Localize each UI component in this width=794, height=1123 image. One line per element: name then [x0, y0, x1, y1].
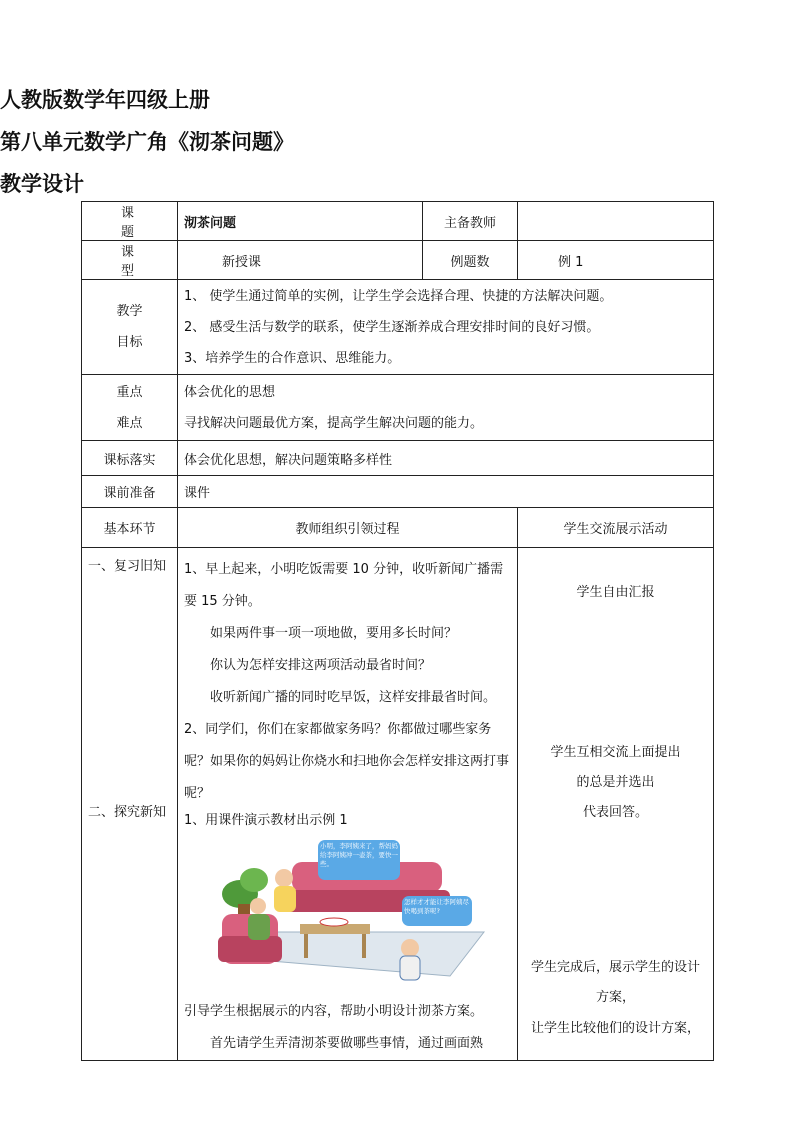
student-s3a: 学生完成后，展示学生的设计 [530, 960, 700, 975]
process-row [82, 548, 714, 1061]
standard-row [82, 441, 714, 476]
doc-title-line1: 人教版数学年四级上册 [0, 88, 210, 112]
stage-header: 基本环节 [82, 508, 178, 548]
boy-body [400, 956, 420, 980]
stage-review: 一、复习旧知 [88, 559, 167, 574]
mother-head [275, 869, 293, 887]
prep-value: 课件 [178, 476, 714, 508]
stage-cell [82, 548, 178, 1061]
student-s2b: 的总是并选出 [576, 775, 655, 790]
teacher-value [518, 202, 714, 241]
process-p8: 首先请学生弄清沏茶要做哪些事情，通过画面熟 [210, 1036, 484, 1051]
topic-value: 沏茶问题 [178, 202, 423, 241]
student-s1: 学生自由汇报 [576, 585, 655, 600]
key-point-text: 体会优化的思想 [184, 384, 276, 400]
type-value: 新授课 [178, 241, 423, 280]
mother-body [274, 886, 296, 912]
aunt-head [250, 898, 266, 914]
table-leg-left [304, 934, 308, 958]
key-points-row [82, 375, 714, 441]
table-leg-right [362, 934, 366, 958]
goals-label [82, 280, 178, 375]
example-value: 例 1 [518, 241, 714, 280]
goals-label-1: 教学 [116, 304, 143, 319]
student-s3b: 方案， [595, 990, 635, 1005]
process-p7: 引导学生根据展示的内容，帮助小明设计沏茶方案。 [184, 1004, 484, 1019]
fruit-plate [320, 918, 348, 926]
bubble-mother-text: 小明，李阿姨来了，帮妈妈给李阿姨冲一壶茶，要快一些。 [320, 842, 398, 868]
example-label: 例题数 [423, 241, 518, 280]
key-label: 重点 [116, 384, 143, 400]
difficulty-text: 寻找解决问题最优方案，提高学生解决问题的能力。 [184, 415, 484, 431]
teacher-process-cell [178, 548, 518, 1061]
aunt-body [248, 914, 270, 940]
teacher-label: 主备教师 [423, 202, 518, 241]
student-s3c: 让学生比较他们的设计方案， [530, 1021, 700, 1036]
student-activity-header: 学生交流展示活动 [518, 508, 714, 548]
side-sofa-seat [218, 936, 282, 962]
goal-item-1: 1、 使学生通过简单的实例，让学生学会选择合理、快捷的方法解决问题。 [184, 288, 613, 304]
prep-row [82, 476, 714, 508]
key-points-label [82, 375, 178, 441]
header-row [82, 508, 714, 548]
standard-label: 课标落实 [82, 441, 178, 476]
stage-explore: 二、探究新知 [88, 805, 167, 820]
prep-label: 课前准备 [82, 476, 178, 508]
process-p3: 你认为怎样安排这两项活动最省时间？ [210, 658, 432, 673]
topic-row [82, 202, 714, 241]
bubble-boy-text: 怎样才才能让李阿姨尽快喝到茶呢? [404, 898, 469, 915]
living-room-illustration [214, 840, 494, 988]
goal-item-2: 2、 感受生活与数学的联系，使学生逐渐养成合理安排时间的良好习惯。 [184, 319, 600, 335]
student-s2a: 学生互相交流上面提出 [550, 745, 681, 760]
example-illustration [214, 840, 511, 992]
plant-leaves-top [240, 868, 268, 892]
goals-list [178, 280, 714, 375]
process-p2: 如果两件事一项一项地做，要用多长时间？ [210, 626, 458, 641]
process-p5: 2、同学们，你们在家都做家务吗？你都做过哪些家务呢？如果你的妈妈让你烧水和扫地你会怎样安排这两打事呢？ [184, 722, 510, 801]
type-label: 课 型 [82, 241, 178, 280]
student-activity-cell [518, 548, 714, 1061]
standard-value: 体会优化思想，解决问题策略多样性 [178, 441, 714, 476]
difficulty-label: 难点 [116, 415, 143, 431]
boy-head [401, 939, 419, 957]
doc-title-line3: 教学设计 [0, 172, 84, 196]
process-p1: 1、早上起来，小明吃饭需要 10 分钟，收听新闻广播需要 15 分钟。 [184, 562, 504, 609]
topic-label: 课 题 [82, 202, 178, 241]
doc-title-line2: 第八单元数学广角《沏茶问题》 [0, 130, 294, 154]
teacher-process-header: 教师组织引领过程 [178, 508, 518, 548]
process-p4: 收听新闻广播的同时吃早饭，这样安排最省时间。 [210, 690, 497, 705]
student-s2c: 代表回答。 [582, 805, 648, 820]
goal-item-3: 3、培养学生的合作意识、思维能力。 [184, 350, 401, 366]
key-points-content [178, 375, 714, 441]
type-row [82, 241, 714, 280]
goals-label-2: 目标 [116, 335, 143, 350]
process-p6: 1、用课件演示教材出示例 1 [184, 813, 348, 828]
lesson-plan-table [81, 201, 714, 1061]
goals-row [82, 280, 714, 375]
